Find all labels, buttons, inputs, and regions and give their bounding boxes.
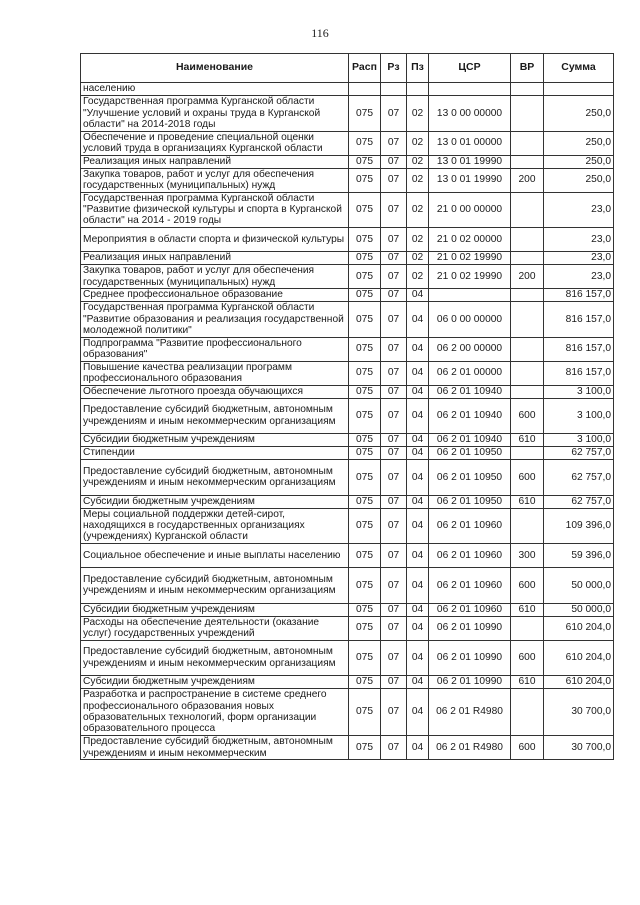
col-header-rasp: Расп (349, 54, 381, 83)
cell-pz: 04 (407, 616, 429, 640)
cell-name: Государственная программа Курганской области "Развитие образования и реализация государственной молодежной политики" (81, 302, 349, 338)
cell-rz: 07 (381, 508, 407, 544)
cell-rz: 07 (381, 228, 407, 252)
cell-csr (429, 83, 511, 96)
cell-csr: 06 2 01 10940 (429, 434, 511, 447)
cell-pz: 02 (407, 168, 429, 192)
cell-rasp: 075 (349, 736, 381, 760)
table-row (81, 265, 614, 289)
cell-vr (511, 83, 544, 96)
cell-vr (511, 302, 544, 338)
cell-csr: 06 2 01 10960 (429, 603, 511, 616)
cell-rasp: 075 (349, 252, 381, 265)
cell-csr: 06 2 01 R4980 (429, 736, 511, 760)
cell-rz: 07 (381, 168, 407, 192)
cell-sum: 816 157,0 (544, 289, 614, 302)
cell-csr: 06 2 01 10950 (429, 447, 511, 460)
cell-rz: 07 (381, 192, 407, 228)
col-header-name: Наименование (81, 54, 349, 83)
header-row (81, 54, 614, 83)
cell-vr (511, 96, 544, 132)
cell-sum: 250,0 (544, 96, 614, 132)
cell-name: Среднее профессиональное образование (81, 289, 349, 302)
cell-rz: 07 (381, 385, 407, 398)
cell-sum (544, 83, 614, 96)
cell-rasp: 075 (349, 689, 381, 736)
cell-rasp: 075 (349, 495, 381, 508)
cell-pz: 02 (407, 96, 429, 132)
cell-vr (511, 337, 544, 361)
cell-vr: 610 (511, 676, 544, 689)
cell-rz: 07 (381, 131, 407, 155)
cell-pz: 02 (407, 155, 429, 168)
cell-pz: 04 (407, 508, 429, 544)
cell-name: Государственная программа Курганской области "Развитие физической культуры и спорта в Курганской области" на 2014 - 2019 годы (81, 192, 349, 228)
cell-csr: 06 2 01 10940 (429, 398, 511, 434)
cell-rasp: 075 (349, 228, 381, 252)
cell-vr (511, 689, 544, 736)
cell-rz: 07 (381, 676, 407, 689)
cell-vr: 200 (511, 168, 544, 192)
cell-vr (511, 289, 544, 302)
cell-pz: 04 (407, 434, 429, 447)
table-row (81, 131, 614, 155)
cell-rz: 07 (381, 96, 407, 132)
cell-sum: 250,0 (544, 168, 614, 192)
cell-pz: 04 (407, 676, 429, 689)
cell-name: Закупка товаров, работ и услуг для обеспечения государственных (муниципальных) нужд (81, 265, 349, 289)
cell-rz: 07 (381, 302, 407, 338)
col-header-sum: Сумма (544, 54, 614, 83)
cell-vr: 600 (511, 398, 544, 434)
cell-sum: 816 157,0 (544, 361, 614, 385)
cell-pz: 02 (407, 228, 429, 252)
table-row (81, 361, 614, 385)
cell-vr (511, 228, 544, 252)
cell-vr: 600 (511, 460, 544, 496)
cell-pz: 04 (407, 689, 429, 736)
table-row (81, 676, 614, 689)
table-row (81, 302, 614, 338)
cell-sum: 610 204,0 (544, 616, 614, 640)
table-row (81, 228, 614, 252)
cell-name: Меры социальной поддержки детей-сирот, находящихся в государственных организациях (учреждениях) Курганской области (81, 508, 349, 544)
cell-rasp: 075 (349, 361, 381, 385)
cell-pz: 04 (407, 398, 429, 434)
cell-name: Расходы на обеспечение деятельности (оказание услуг) государственных учреждений (81, 616, 349, 640)
cell-pz: 04 (407, 385, 429, 398)
cell-csr: 06 2 01 00000 (429, 361, 511, 385)
cell-rasp: 075 (349, 544, 381, 568)
cell-sum: 816 157,0 (544, 337, 614, 361)
cell-name: Повышение качества реализации программ профессионального образования (81, 361, 349, 385)
table-row (81, 83, 614, 96)
cell-vr: 610 (511, 434, 544, 447)
cell-vr (511, 361, 544, 385)
cell-rz: 07 (381, 434, 407, 447)
table-row (81, 192, 614, 228)
cell-rz: 07 (381, 544, 407, 568)
cell-rasp: 075 (349, 168, 381, 192)
cell-pz: 04 (407, 460, 429, 496)
cell-csr: 06 0 00 00000 (429, 302, 511, 338)
cell-rasp: 075 (349, 460, 381, 496)
cell-csr: 13 0 01 19990 (429, 168, 511, 192)
cell-csr: 21 0 02 19990 (429, 265, 511, 289)
cell-sum: 23,0 (544, 192, 614, 228)
cell-sum: 62 757,0 (544, 495, 614, 508)
col-header-csr: ЦСР (429, 54, 511, 83)
cell-name: Субсидии бюджетным учреждениям (81, 495, 349, 508)
cell-name: Предоставление субсидий бюджетным, автономным учреждениям и иным некоммерческим организациям (81, 460, 349, 496)
table-row (81, 447, 614, 460)
cell-vr (511, 508, 544, 544)
page-number: 116 (311, 26, 329, 40)
cell-name: Подпрограмма "Развитие профессионального образования" (81, 337, 349, 361)
table-body (81, 83, 614, 760)
table-row (81, 460, 614, 496)
cell-vr: 610 (511, 603, 544, 616)
cell-pz: 02 (407, 131, 429, 155)
cell-csr: 06 2 01 10960 (429, 568, 511, 604)
cell-sum: 250,0 (544, 155, 614, 168)
cell-name: Стипендии (81, 447, 349, 460)
cell-rz: 07 (381, 252, 407, 265)
cell-rz (381, 83, 407, 96)
cell-rasp: 075 (349, 337, 381, 361)
cell-sum: 50 000,0 (544, 568, 614, 604)
cell-rz: 07 (381, 603, 407, 616)
budget-table (80, 53, 614, 760)
cell-name: Обеспечение и проведение специальной оценки условий труда в организациях Курганской области (81, 131, 349, 155)
cell-rasp: 075 (349, 155, 381, 168)
cell-rz: 07 (381, 447, 407, 460)
cell-rz: 07 (381, 689, 407, 736)
cell-pz: 02 (407, 252, 429, 265)
cell-name: Реализация иных направлений (81, 155, 349, 168)
table-row (81, 640, 614, 676)
cell-csr: 21 0 02 19990 (429, 252, 511, 265)
cell-sum: 62 757,0 (544, 460, 614, 496)
table-row (81, 544, 614, 568)
cell-csr: 13 0 01 19990 (429, 155, 511, 168)
cell-sum: 23,0 (544, 228, 614, 252)
cell-vr: 610 (511, 495, 544, 508)
cell-name: населению (81, 83, 349, 96)
cell-pz: 04 (407, 603, 429, 616)
cell-name: Мероприятия в области спорта и физической культуры (81, 228, 349, 252)
table-row (81, 398, 614, 434)
cell-sum: 23,0 (544, 252, 614, 265)
cell-sum: 3 100,0 (544, 434, 614, 447)
cell-rasp: 075 (349, 616, 381, 640)
cell-rz: 07 (381, 337, 407, 361)
cell-name: Субсидии бюджетным учреждениям (81, 676, 349, 689)
cell-pz: 04 (407, 337, 429, 361)
cell-sum: 109 396,0 (544, 508, 614, 544)
cell-rz: 07 (381, 640, 407, 676)
cell-rasp: 075 (349, 302, 381, 338)
cell-rasp: 075 (349, 398, 381, 434)
cell-vr: 600 (511, 568, 544, 604)
cell-rasp: 075 (349, 265, 381, 289)
cell-sum: 3 100,0 (544, 385, 614, 398)
table-row (81, 289, 614, 302)
cell-vr (511, 252, 544, 265)
cell-csr: 06 2 01 10960 (429, 508, 511, 544)
cell-pz: 04 (407, 495, 429, 508)
table-row (81, 568, 614, 604)
col-header-vr: ВР (511, 54, 544, 83)
cell-vr (511, 192, 544, 228)
cell-rz: 07 (381, 289, 407, 302)
cell-pz: 02 (407, 265, 429, 289)
table-row (81, 603, 614, 616)
cell-rasp: 075 (349, 192, 381, 228)
cell-pz: 02 (407, 192, 429, 228)
table-row (81, 252, 614, 265)
cell-csr: 21 0 00 00000 (429, 192, 511, 228)
cell-pz: 04 (407, 568, 429, 604)
cell-name: Реализация иных направлений (81, 252, 349, 265)
cell-pz: 04 (407, 361, 429, 385)
cell-csr: 21 0 02 00000 (429, 228, 511, 252)
cell-sum: 30 700,0 (544, 736, 614, 760)
table-row (81, 155, 614, 168)
cell-name: Предоставление субсидий бюджетным, автономным учреждениям и иным некоммерческим организациям (81, 640, 349, 676)
table-row (81, 434, 614, 447)
table-row (81, 689, 614, 736)
cell-rasp (349, 83, 381, 96)
cell-pz: 04 (407, 544, 429, 568)
cell-rasp: 075 (349, 385, 381, 398)
cell-pz: 04 (407, 289, 429, 302)
cell-rasp: 075 (349, 640, 381, 676)
cell-rz: 07 (381, 460, 407, 496)
cell-rz: 07 (381, 616, 407, 640)
cell-name: Разработка и распространение в системе среднего профессионального образования новых образовательных технологий, форм организации образовательного процесса (81, 689, 349, 736)
cell-sum: 62 757,0 (544, 447, 614, 460)
cell-rz: 07 (381, 398, 407, 434)
cell-csr: 06 2 01 10990 (429, 676, 511, 689)
table-row (81, 736, 614, 760)
cell-csr: 13 0 00 00000 (429, 96, 511, 132)
cell-csr: 06 2 01 10950 (429, 495, 511, 508)
cell-pz: 04 (407, 736, 429, 760)
cell-csr: 06 2 01 10990 (429, 616, 511, 640)
table-row (81, 96, 614, 132)
cell-pz: 04 (407, 640, 429, 676)
cell-name: Обеспечение льготного проезда обучающихся (81, 385, 349, 398)
cell-rz: 07 (381, 361, 407, 385)
cell-rasp: 075 (349, 568, 381, 604)
cell-csr: 06 2 01 10940 (429, 385, 511, 398)
cell-pz (407, 83, 429, 96)
col-header-pz: Пз (407, 54, 429, 83)
cell-sum: 250,0 (544, 131, 614, 155)
cell-vr: 200 (511, 265, 544, 289)
cell-rasp: 075 (349, 508, 381, 544)
cell-rasp: 075 (349, 447, 381, 460)
cell-csr: 13 0 01 00000 (429, 131, 511, 155)
cell-vr (511, 155, 544, 168)
table-row (81, 495, 614, 508)
cell-vr (511, 131, 544, 155)
cell-csr: 06 2 01 10990 (429, 640, 511, 676)
table-row (81, 616, 614, 640)
cell-pz: 04 (407, 302, 429, 338)
cell-rasp: 075 (349, 289, 381, 302)
col-header-rz: Рз (381, 54, 407, 83)
cell-vr (511, 385, 544, 398)
cell-sum: 816 157,0 (544, 302, 614, 338)
cell-rz: 07 (381, 736, 407, 760)
cell-pz: 04 (407, 447, 429, 460)
cell-rz: 07 (381, 265, 407, 289)
cell-rz: 07 (381, 495, 407, 508)
cell-sum: 30 700,0 (544, 689, 614, 736)
cell-rasp: 075 (349, 603, 381, 616)
cell-name: Субсидии бюджетным учреждениям (81, 434, 349, 447)
cell-vr (511, 616, 544, 640)
cell-rz: 07 (381, 568, 407, 604)
cell-vr: 600 (511, 640, 544, 676)
cell-csr (429, 289, 511, 302)
cell-csr: 06 2 01 10950 (429, 460, 511, 496)
cell-rasp: 075 (349, 434, 381, 447)
table-row (81, 385, 614, 398)
cell-name: Государственная программа Курганской области "Улучшение условий и охраны труда в Курганской области" на 2014-2018 годы (81, 96, 349, 132)
cell-csr: 06 2 01 10960 (429, 544, 511, 568)
cell-rasp: 075 (349, 676, 381, 689)
table-row (81, 337, 614, 361)
cell-csr: 06 2 00 00000 (429, 337, 511, 361)
cell-rasp: 075 (349, 96, 381, 132)
cell-name: Социальное обеспечение и иные выплаты населению (81, 544, 349, 568)
cell-sum: 3 100,0 (544, 398, 614, 434)
cell-name: Предоставление субсидий бюджетным, автономным учреждениям и иным некоммерческим организациям (81, 398, 349, 434)
cell-vr (511, 447, 544, 460)
cell-name: Закупка товаров, работ и услуг для обеспечения государственных (муниципальных) нужд (81, 168, 349, 192)
cell-sum: 23,0 (544, 265, 614, 289)
cell-vr: 600 (511, 736, 544, 760)
cell-name: Предоставление субсидий бюджетным, автономным учреждениям и иным некоммерческим организациям (81, 568, 349, 604)
cell-rasp: 075 (349, 131, 381, 155)
cell-rz: 07 (381, 155, 407, 168)
table-row (81, 168, 614, 192)
cell-sum: 610 204,0 (544, 640, 614, 676)
cell-name: Субсидии бюджетным учреждениям (81, 603, 349, 616)
cell-name: Предоставление субсидий бюджетным, автономным учреждениям и иным некоммерческим (81, 736, 349, 760)
cell-sum: 59 396,0 (544, 544, 614, 568)
cell-sum: 610 204,0 (544, 676, 614, 689)
cell-csr: 06 2 01 R4980 (429, 689, 511, 736)
cell-vr: 300 (511, 544, 544, 568)
table-row (81, 508, 614, 544)
cell-sum: 50 000,0 (544, 603, 614, 616)
